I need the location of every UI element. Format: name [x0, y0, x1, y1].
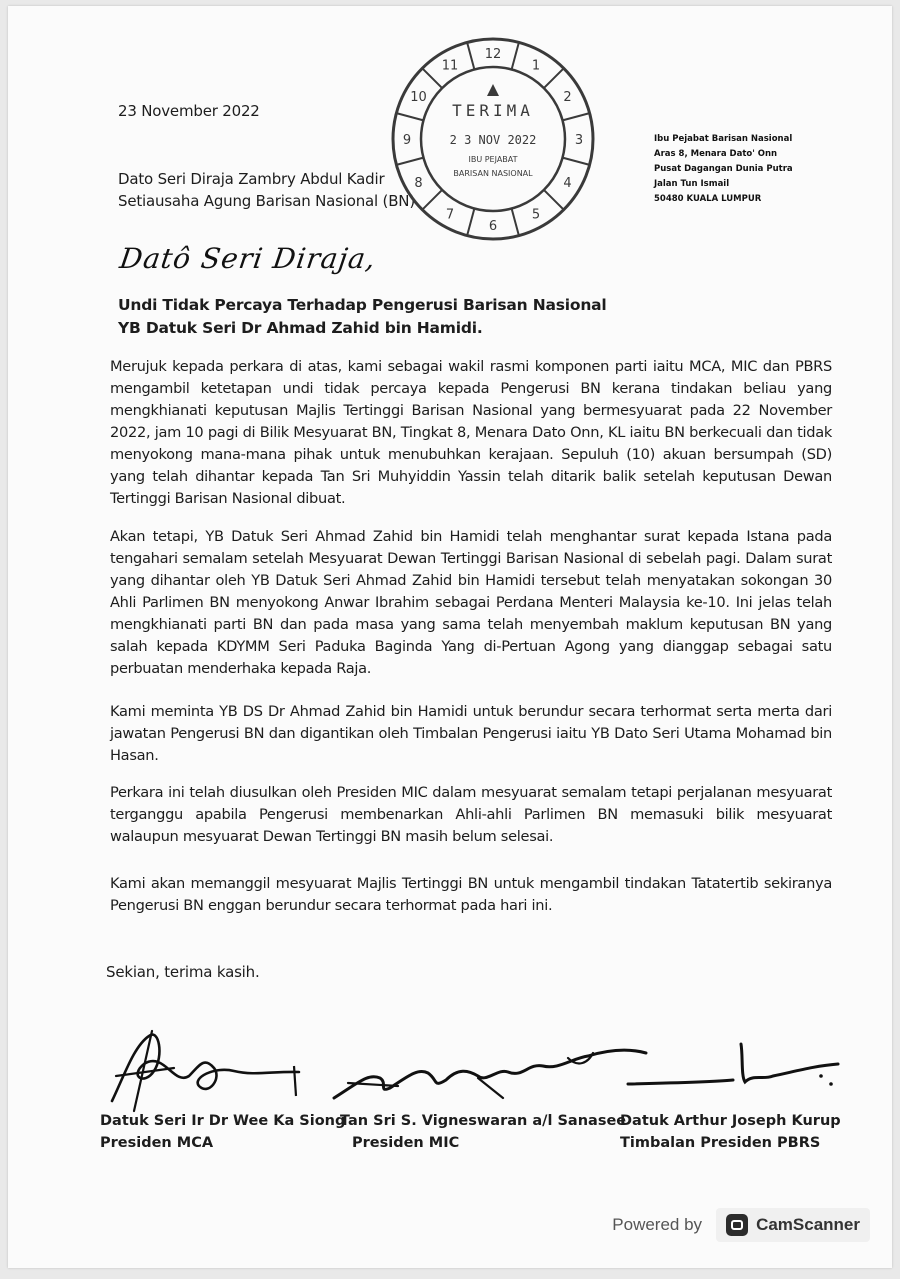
- stamp-line2: BARISAN NASIONAL: [453, 169, 533, 178]
- stamp-dial-tick: [396, 158, 423, 165]
- recipient-block: [118, 168, 415, 212]
- stamp-dial-tick: [467, 209, 474, 236]
- stamp-dial-number: 2: [563, 90, 572, 105]
- subject: [118, 294, 607, 340]
- signature-wee-ka-siong: [104, 1016, 314, 1116]
- stamp-dial-tick: [467, 42, 474, 69]
- address-line: Aras 8, Menara Dato' Onn: [654, 149, 778, 159]
- camscanner-watermark: [612, 1206, 870, 1244]
- signatory-3: [620, 1110, 841, 1154]
- address-line: Pusat Dagangan Dunia Putra: [654, 164, 793, 174]
- stamp-dial-tick: [512, 42, 519, 69]
- closing: Sekian, terima kasih.: [106, 963, 260, 981]
- paragraph-2: Akan tetapi, YB Datuk Seri Ahmad Zahid bin Hamidi telah menghantar surat kepada Istana pada tengahari semalam setelah Mesyuarat Dewan Tertinggi Barisan Nasional di sebelah pagi. Dalam surat yang dihantar oleh YB Datuk Seri Ahmad Zahid bin Hamidi tersebut telah menyatakan sokongan 30 Ahli Parlimen BN menyokong Anwar Ibrahim sebagai Perdana Menteri Malaysia ke-10. Ini jelas telah mengkhianati parti BN dan pada masa yang sama telah menyembah maklum keputusan BN yang salah kepada KDYMM Seri Paduka Baginda Yang di-Pertuan Agong yang dianggap sebagai satu perbuatan menderhaka kepada Raja.: [110, 528, 832, 677]
- paragraph-1: Merujuk kepada perkara di atas, kami sebagai wakil rasmi komponen parti iaitu MCA, MIC dan PBRS mengambil ketetapan undi tidak percaya kepada Pengerusi BN kerana tindakan beliau yang mengkhianati keputusan Majlis Tertinggi Barisan Nasional yang bermesyuarat pada 22 November 2022, jam 10 pagi di Bilik Mesyuarat BN, Tingkat 8, Menara Dato Onn, KL iaitu BN berkecuali dan tidak menyokong mana-mana pihak untuk menubuhkan kerajaan. Sepuluh (10) akuan bersumpah (SD) yang telah dihantar kepada Tan Sri Muhyiddin Yassin telah ditarik balik setelah keputusan Dewan Tertinggi Barisan Nasional dibuat.: [110, 358, 832, 507]
- stamp-dial-tick: [563, 158, 590, 165]
- signatory-name: Tan Sri S. Vigneswaran a/l Sanasee: [340, 1113, 627, 1129]
- signatory-name: Datuk Arthur Joseph Kurup: [620, 1113, 841, 1129]
- signatory-title: Presiden MCA: [100, 1135, 214, 1151]
- stamp-dial-tick: [512, 209, 519, 236]
- stamp-dial-tick: [544, 68, 564, 88]
- stamp-dial-tick: [544, 190, 564, 210]
- stamp-dial-number: 4: [563, 176, 572, 191]
- powered-by-label: Powered by: [612, 1215, 703, 1234]
- stamp-arrow-icon: [487, 84, 499, 96]
- recipient-name: Dato Seri Diraja Zambry Abdul Kadir: [118, 170, 385, 188]
- recipient-title: Setiausaha Agung Barisan Nasional (BN): [118, 192, 415, 210]
- stamp-word: TERIMA: [452, 101, 534, 120]
- signature-arthur-kurup: [623, 1036, 843, 1096]
- stamp-dial-number: 5: [531, 207, 541, 223]
- paragraph-5: Kami akan memanggil mesyuarat Majlis Tertinggi BN untuk mengambil tindakan Tatatertib sekiranya Pengerusi BN enggan berundur secara terhormat pada hari ini.: [110, 875, 832, 914]
- camscanner-brand: CamScanner: [756, 1215, 860, 1234]
- subject-line-2: YB Datuk Seri Dr Ahmad Zahid bin Hamidi.: [118, 319, 483, 337]
- stamp-dial-tick: [422, 68, 442, 88]
- signatory-1: [100, 1110, 345, 1154]
- stamp-dial-number: 1: [531, 58, 541, 74]
- paragraph-4: Perkara ini telah diusulkan oleh Presiden MIC dalam mesyuarat semalam tetapi perjalanan mesyuarat terganggu apabila Pengerusi membenarkan Ahli-ahli Parlimen BN memasuki bilik mesyuarat walaupun mesyuarat Dewan Tertinggi BN masih belum selesai.: [110, 784, 832, 845]
- stamp-line1: IBU PEJABAT: [468, 155, 518, 164]
- stamp-dial-number: 6: [488, 219, 498, 234]
- stamp-dial-tick: [563, 113, 590, 120]
- handwritten-salutation: Datô Seri Diraja,: [117, 242, 379, 275]
- camscanner-logo-icon: [726, 1214, 748, 1236]
- received-stamp: [388, 34, 598, 244]
- stamp-dial-number: 12: [484, 47, 502, 62]
- signatory-name: Datuk Seri Ir Dr Wee Ka Siong: [100, 1113, 346, 1129]
- stamp-dial-tick: [422, 190, 442, 210]
- signatory-title: Presiden MIC: [352, 1135, 460, 1151]
- stamp-date: 2 3 NOV 2022: [449, 133, 537, 147]
- stamp-dial-number: 11: [441, 58, 459, 74]
- stamp-dial-tick: [396, 113, 423, 120]
- address-line: 50480 KUALA LUMPUR: [654, 194, 762, 204]
- signatory-2: [340, 1110, 626, 1154]
- paragraph-3: Kami meminta YB DS Dr Ahmad Zahid bin Hamidi untuk berundur secara terhormat serta merta dari jawatan Pengerusi BN dan digantikan oleh Timbalan Pengerusi iaitu YB Dato Seri Utama Mohamad bin Hasan.: [110, 703, 832, 764]
- stamp-dial-number: 7: [445, 207, 455, 223]
- stamp-dial-number: 8: [414, 176, 423, 191]
- stamp-dial-number: 3: [574, 133, 584, 148]
- stamp-dial-number: 9: [402, 133, 412, 148]
- signatory-title: Timbalan Presiden PBRS: [620, 1135, 821, 1151]
- address-line: Ibu Pejabat Barisan Nasional: [654, 134, 793, 144]
- subject-line-1: Undi Tidak Percaya Terhadap Pengerusi Barisan Nasional: [118, 296, 607, 314]
- address-line: Jalan Tun Ismail: [654, 179, 730, 189]
- signature-vigneswaran: [328, 1028, 648, 1108]
- camscanner-badge: [716, 1208, 870, 1242]
- letter-date: 23 November 2022: [118, 102, 260, 120]
- stamp-dial-number: 10: [410, 90, 427, 105]
- address-block: [654, 132, 793, 207]
- letter-page: [8, 6, 892, 1268]
